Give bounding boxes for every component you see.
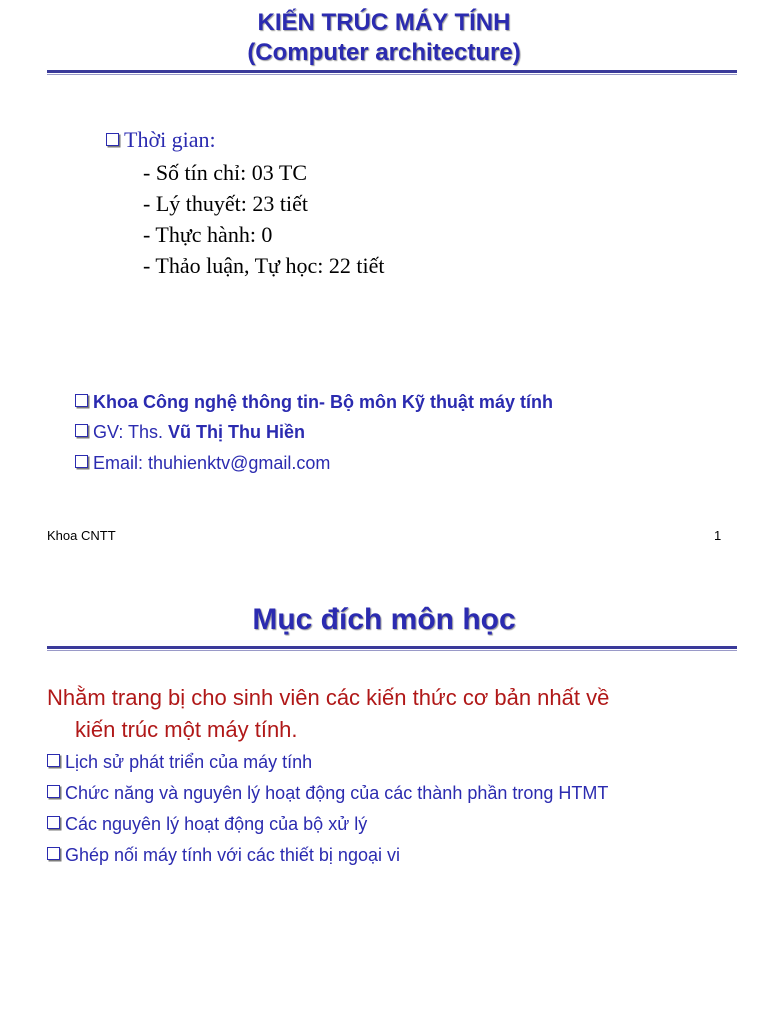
- slide-1-title: KIẾN TRÚC MÁY TÍNH: [257, 9, 511, 36]
- slide-2-divider: [47, 646, 737, 651]
- title-divider: [47, 70, 737, 75]
- checkbox-bullet-icon: [106, 133, 119, 146]
- time-item-discussion: - Thảo luận, Tự học: 22 tiết: [143, 253, 385, 278]
- intro-text: [47, 682, 747, 746]
- checkbox-bullet-icon: [47, 816, 60, 829]
- lecturer-line: GV: Ths. Vũ Thị Thu Hiền: [75, 420, 305, 444]
- email-value: thuhienktv@gmail.com: [148, 453, 331, 473]
- checkbox-bullet-icon: [47, 847, 60, 860]
- list-item: Chức năng và nguyên lý hoạt động của các thành phần trong HTMT: [47, 781, 608, 805]
- checkbox-bullet-icon: [75, 455, 88, 468]
- checkbox-bullet-icon: [47, 785, 60, 798]
- list-item: Các nguyên lý hoạt động của bộ xử lý: [47, 812, 367, 836]
- intro-line-2: kiến trúc một máy tính.: [75, 717, 298, 742]
- department-line: Khoa Công nghệ thông tin- Bộ môn Kỹ thuật máy tính: [75, 390, 553, 414]
- list-item: Lịch sử phát triển của máy tính: [47, 750, 312, 774]
- checkbox-bullet-icon: [75, 424, 88, 437]
- intro-line-1: Nhằm trang bị cho sinh viên các kiến thức cơ bản nhất về: [47, 685, 610, 710]
- lecturer-name: Vũ Thị Thu Hiền: [168, 422, 306, 442]
- slide-2-title: Mục đích môn học: [252, 603, 516, 636]
- time-item-practice: - Thực hành: 0: [143, 222, 273, 247]
- slide-1-subtitle: (Computer architecture): [247, 39, 521, 66]
- email-line: Email: thuhienktv@gmail.com: [75, 451, 330, 475]
- footer-faculty: Khoa CNTT: [47, 528, 116, 543]
- time-item-credits: - Số tín chỉ: 03 TC: [143, 160, 307, 185]
- time-heading: Thời gian:: [106, 127, 216, 153]
- checkbox-bullet-icon: [75, 394, 88, 407]
- page-number: 1: [714, 528, 722, 543]
- list-item: Ghép nối máy tính với các thiết bị ngoại vi: [47, 843, 400, 867]
- time-item-theory: - Lý thuyết: 23 tiết: [143, 191, 308, 216]
- checkbox-bullet-icon: [47, 754, 60, 767]
